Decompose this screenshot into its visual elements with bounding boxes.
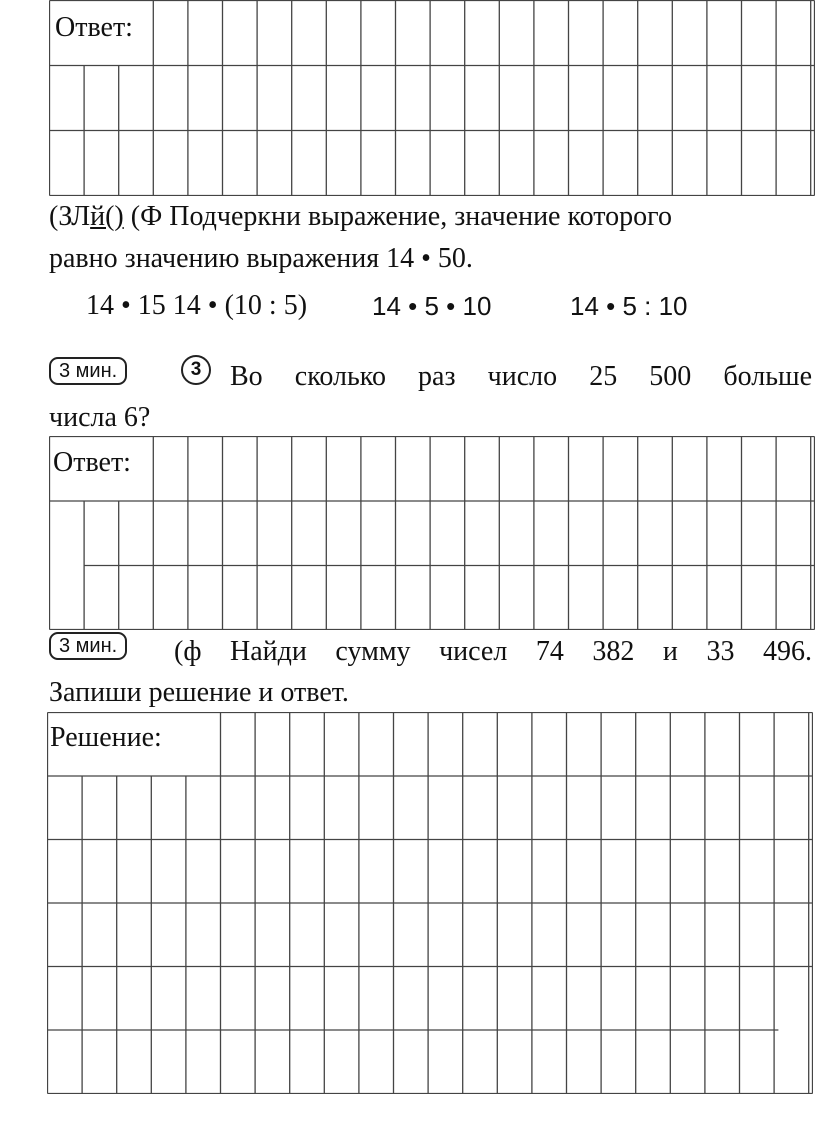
word: 25 [589, 361, 618, 392]
word: 500 [649, 361, 692, 392]
task-4-line-2: Запиши решение и ответ. [49, 677, 349, 708]
task-2-prefix-2: (Ф [130, 201, 163, 232]
solution-grid-lines [47, 712, 813, 1094]
answer-label-1: Ответ: [55, 12, 133, 43]
solution-label: Решение: [50, 722, 162, 753]
task-3-line-2: числа 6? [49, 402, 151, 433]
word: 382 [592, 636, 635, 667]
task-3-line-1 [230, 363, 812, 391]
word: 33 [706, 636, 735, 667]
word: число [487, 361, 558, 392]
word: больше [723, 361, 812, 392]
word: (ф [174, 636, 202, 667]
answer-grid-1-lines [49, 0, 815, 196]
task-2-expression-4: 14 • 5 : 10 [570, 291, 688, 321]
word: Найди [230, 636, 307, 667]
answer-label-2: Ответ: [53, 447, 131, 478]
task-2-prefix: (ЗЛ [49, 201, 91, 232]
time-badge-task-4: 3 мин. [49, 632, 127, 660]
task-2-underlined: й() [90, 201, 124, 232]
task-4-line-1 [174, 638, 812, 666]
word: 496. [762, 636, 812, 667]
task-2-expression-3: 14 • 5 • 10 [372, 291, 492, 321]
word: сколько [294, 361, 386, 392]
word: чисел [439, 636, 508, 667]
task-number-3-icon: 3 [181, 355, 211, 385]
task-2-line-2: равно значению выражения 14 • 50. [49, 243, 473, 274]
task-2-expressions-serif: 14 • 15 14 • (10 : 5) [86, 290, 308, 321]
word: 74 [535, 636, 564, 667]
answer-grid-2 [49, 436, 815, 630]
task-2-line-1 [49, 203, 672, 231]
time-badge-task-3: 3 мин. [49, 357, 127, 385]
word: сумму [335, 636, 411, 667]
solution-grid [47, 712, 813, 1094]
word: и [662, 636, 678, 667]
task-2-instruction: Подчеркни выражение, значение которого [169, 201, 672, 232]
word: Во [230, 361, 263, 392]
answer-grid-2-lines [49, 436, 815, 630]
answer-grid-1 [49, 0, 815, 196]
word: раз [418, 361, 456, 392]
